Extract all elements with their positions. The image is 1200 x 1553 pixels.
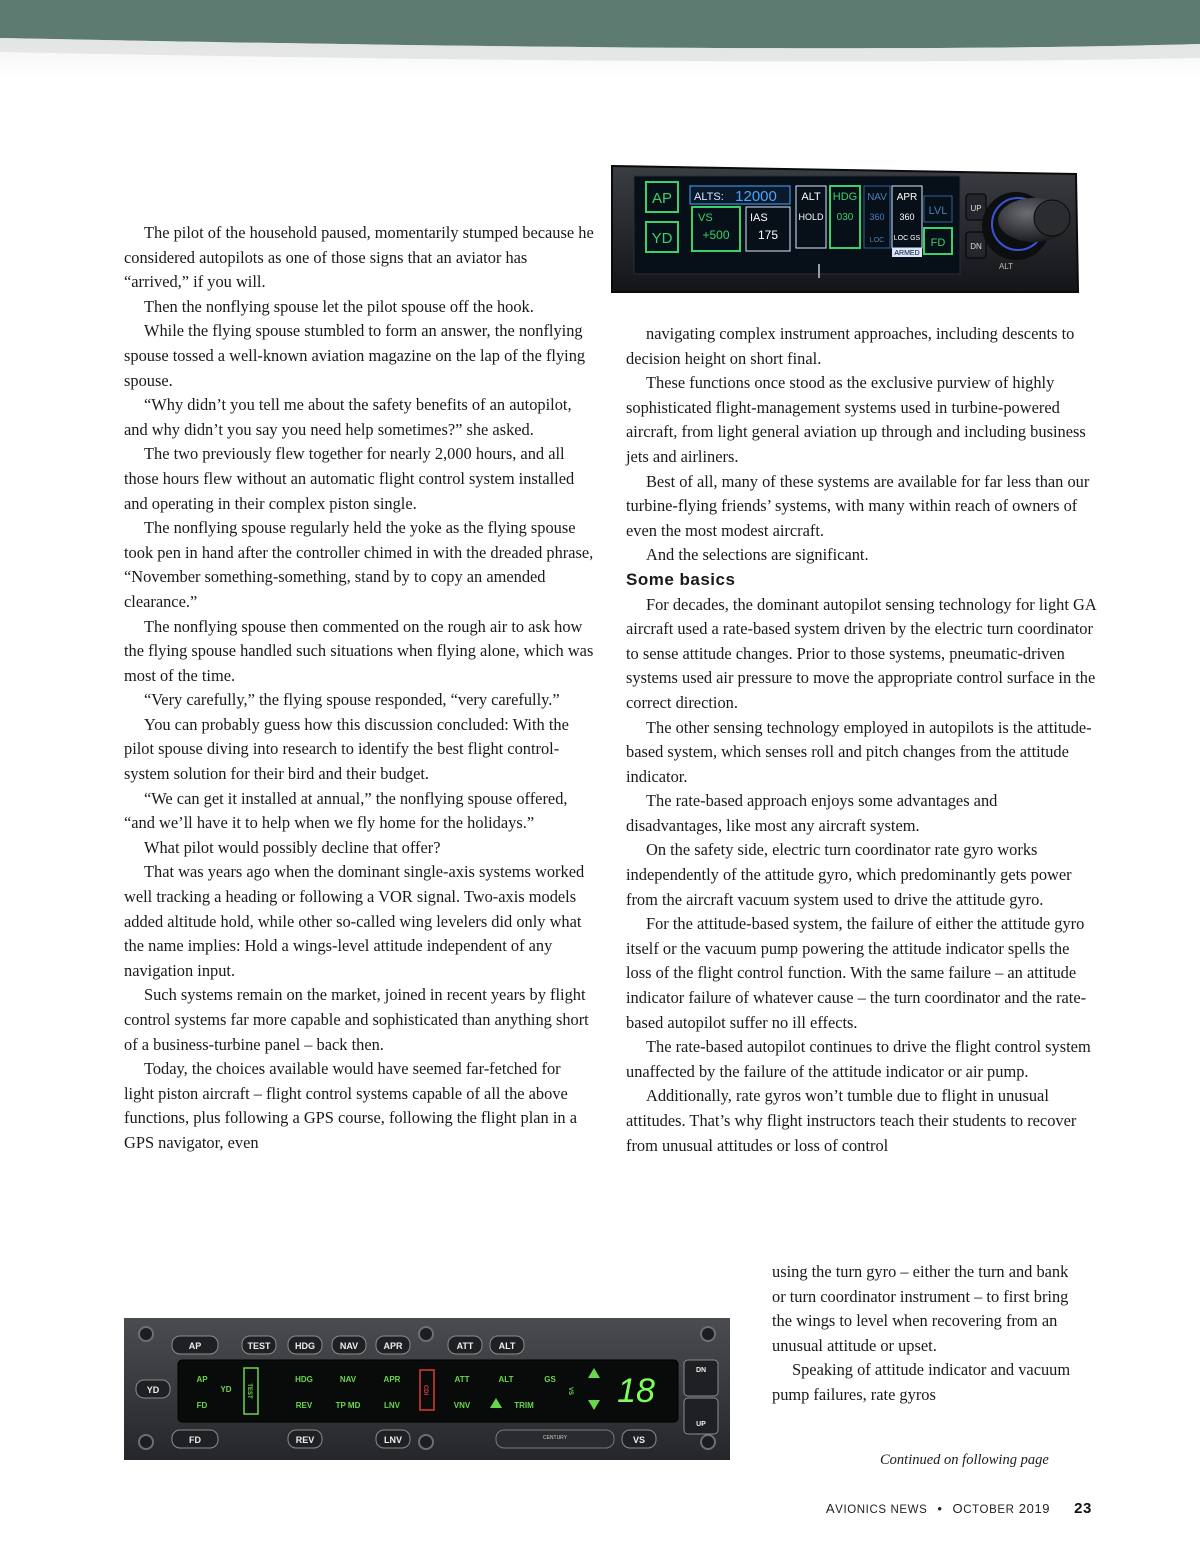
disp-tpmd: TP MD: [335, 1401, 361, 1410]
publication-name: AVIONICS NEWS: [825, 1501, 928, 1516]
yd-button-label: YD: [146, 1385, 160, 1395]
loc-label: LOC: [869, 237, 885, 244]
paragraph: And the selections are significant.: [646, 545, 869, 565]
paragraph: The pilot of the household paused, momentarily stumped because he considered autopilots as one of those signs that an aviator has “arrived,” if you will.: [124, 223, 594, 292]
paragraph: navigating complex instrument approaches, including descents to decision height on short final.: [626, 324, 1075, 368]
loc-gs-label: LOC GS: [893, 235, 921, 242]
apr-label: APR: [896, 192, 918, 203]
paragraph: The nonflying spouse regularly held the yoke as the flying spouse took pen in hand after the controller chimed in with the dreaded phrase, “November something-something, stand by to copy an amended clearance.”: [124, 518, 594, 611]
alts-value: 12000: [735, 188, 777, 205]
disp-nav: NAV: [339, 1375, 357, 1384]
top-banner: [0, 0, 1200, 78]
right-column: [626, 322, 1096, 1158]
alt-label: ALT: [801, 191, 821, 203]
disp-lnv: LNV: [384, 1401, 400, 1410]
disp-apr: APR: [383, 1375, 401, 1384]
banner-graphic: [0, 0, 1200, 78]
issue-date: OCTOBER 2019: [952, 1501, 1051, 1516]
vs-button-label: VS: [632, 1435, 646, 1445]
dn-button-label: DN: [970, 242, 982, 251]
autopilot-display-photo: [606, 160, 1084, 300]
nav-value: 360: [869, 212, 885, 222]
disp-ap: AP: [196, 1375, 208, 1384]
ias-value: 175: [757, 228, 779, 242]
paragraph: These functions once stood as the exclusive purview of highly sophisticated flight-management systems used in turbine-powered aircraft, from light general aviation up through and including business jets and airliners.: [626, 373, 1086, 466]
paragraph: Additionally, rate gyros won’t tumble due to flight in unusual attitudes. That’s why flight instructors teach their students to recover from unusual attitudes or loss of control: [626, 1086, 1077, 1155]
apr-button-label: APR: [383, 1341, 403, 1351]
disp-rev: REV: [295, 1401, 313, 1410]
paragraph: Best of all, many of these systems are available for far less than our turbine-flying friends’ systems, with many within reach of owners of even the most modest aircraft.: [626, 471, 1090, 540]
disp-trim: TRIM: [514, 1401, 534, 1410]
paragraph: Such systems remain on the market, joined in recent years by flight control systems far more capable and sophisticated than anything short of a business-turbine panel – back then.: [124, 985, 589, 1054]
paragraph: Speaking of attitude indicator and vacuum pump failures, rate gyros: [772, 1360, 1071, 1404]
disp-alt: ALT: [498, 1375, 514, 1384]
disp-att: ATT: [454, 1375, 470, 1384]
paragraph: For the attitude-based system, the failure of either the attitude gyro itself or the vacuum pump powering the attitude indicator spells the loss of the flight control function. With the same failure – an attitude indicator failure of whatever cause – the turn coordinator and the rate-based autopilot suffer no ill effects.: [626, 914, 1087, 1032]
hdg-button-label: HDG: [295, 1341, 315, 1351]
paragraph: That was years ago when the dominant single-axis systems worked well tracking a heading or following a VOR signal. Two-axis models added altitude hold, while other so-called wing levelers did only what the name implies: Hold a wings-level attitude independent of any navigation input.: [124, 862, 585, 980]
nav-label: NAV: [867, 192, 887, 203]
hdg-value: 030: [836, 212, 854, 223]
right-column-tail: [772, 1260, 1078, 1408]
vs-label: VS: [698, 212, 713, 224]
alt-button-label: ALT: [498, 1341, 516, 1351]
disp-cdi: CDI: [422, 1384, 428, 1396]
paragraph: While the flying spouse stumbled to form an answer, the nonflying spouse tossed a well-known aviation magazine on the lap of the flying spouse.: [124, 321, 586, 390]
rev-button-label: REV: [295, 1435, 315, 1445]
lnv-button-label: LNV: [384, 1435, 402, 1445]
paragraph: using the turn gyro – either the turn and bank or turn coordinator instrument – to first bring the wings to level when recovering from an unusual attitude or upset.: [772, 1262, 1069, 1355]
paragraph: You can probably guess how this discussion concluded: With the pilot spouse diving into research to identify the best flight control-system solution for their bird and their budget.: [124, 714, 569, 784]
page-footer: [826, 1500, 1092, 1517]
paragraph: “Why didn’t you tell me about the safety benefits of an autopilot, and why didn’t you say you need help sometimes?” she asked.: [124, 395, 572, 439]
nav-button-label: NAV: [339, 1341, 359, 1351]
disp-yd: YD: [220, 1385, 232, 1394]
vs-value: +500: [702, 228, 730, 242]
armed-label: ARMED: [894, 250, 920, 257]
autopilot-panel-photo: [124, 1318, 730, 1460]
hold-label: HOLD: [798, 212, 824, 222]
disp-number: 18: [617, 1372, 655, 1410]
att-button-label: ATT: [456, 1341, 474, 1351]
ap-button-label: AP: [188, 1341, 202, 1351]
disp-fd: FD: [196, 1401, 208, 1410]
fd-label: FD: [930, 237, 946, 249]
continued-note: Continued on following page: [880, 1452, 1049, 1468]
fd-button-label: FD: [189, 1435, 201, 1445]
up-button-label: UP: [970, 204, 982, 213]
hdg-label: HDG: [832, 191, 858, 203]
autopilot-panel-unit-icon: [124, 1318, 730, 1460]
alts-label: ALTS:: [694, 191, 724, 203]
paragraph: The two previously flew together for nearly 2,000 hours, and all those hours flew without an automatic flight control system installed and operating in their complex piston single.: [124, 444, 575, 513]
left-column: [124, 221, 594, 1156]
test-button-label: TEST: [247, 1341, 271, 1351]
knob-alt-label: ALT: [998, 262, 1014, 271]
ias-label: IAS: [750, 212, 768, 224]
brand-label: CENTURY: [542, 1435, 568, 1441]
disp-vs: VS: [567, 1386, 573, 1396]
dn-button-label: DN: [695, 1367, 707, 1374]
paragraph: The other sensing technology employed in autopilots is the attitude-based system, which senses roll and pitch changes from the attitude indicator.: [626, 717, 1092, 786]
paragraph: The rate-based autopilot continues to drive the flight control system unaffected by the failure of the attitude indicator or air pump.: [626, 1037, 1091, 1081]
lvl-label: LVL: [928, 205, 948, 217]
paragraph: “Very carefully,” the flying spouse responded, “very carefully.”: [144, 690, 560, 710]
disp-vnv: VNV: [453, 1401, 471, 1410]
apr-value: 360: [899, 212, 915, 222]
yd-label: YD: [651, 230, 673, 247]
paragraph: Today, the choices available would have seemed far-fetched for light piston aircraft – flight control systems capable of all the above functions, plus following a GPS course, following the flight plan in a GPS navigator, even: [124, 1059, 577, 1152]
autopilot-display-unit-icon: [606, 160, 1084, 300]
paragraph: On the safety side, electric turn coordinator rate gyro works independently of the attitude gyro, which predominantly gets power from the aircraft vacuum system used to drive the attitude gyro.: [626, 840, 1072, 909]
page-number: 23: [1074, 1500, 1092, 1517]
paragraph: “We can get it installed at annual,” the nonflying spouse offered, “and we’ll have it to help when we fly home for the holidays.”: [124, 788, 568, 833]
paragraph: For decades, the dominant autopilot sensing technology for light GA aircraft used a rate-based system driven by the electric turn coordinator to sense attitude changes. Prior to those systems, pneumatic-driven systems used air pressure to move the appropriate control surface in the correct direction.: [626, 594, 1096, 712]
footer-bullet: •: [937, 1501, 943, 1516]
up-button-label: UP: [696, 1421, 706, 1428]
paragraph: What pilot would possibly decline that offer?: [144, 837, 441, 857]
paragraph: The nonflying spouse then commented on the rough air to ask how the flying spouse handled such situations when flying alone, which was most of the time.: [124, 616, 594, 685]
disp-test: TEST: [246, 1383, 252, 1399]
disp-gs: GS: [544, 1375, 556, 1384]
paragraph: Then the nonflying spouse let the pilot spouse off the hook.: [144, 296, 534, 316]
paragraph: The rate-based approach enjoys some advantages and disadvantages, like most any aircraft system.: [626, 791, 998, 835]
ap-label: AP: [651, 190, 673, 207]
section-heading: Some basics: [626, 569, 736, 589]
disp-hdg: HDG: [295, 1375, 313, 1384]
